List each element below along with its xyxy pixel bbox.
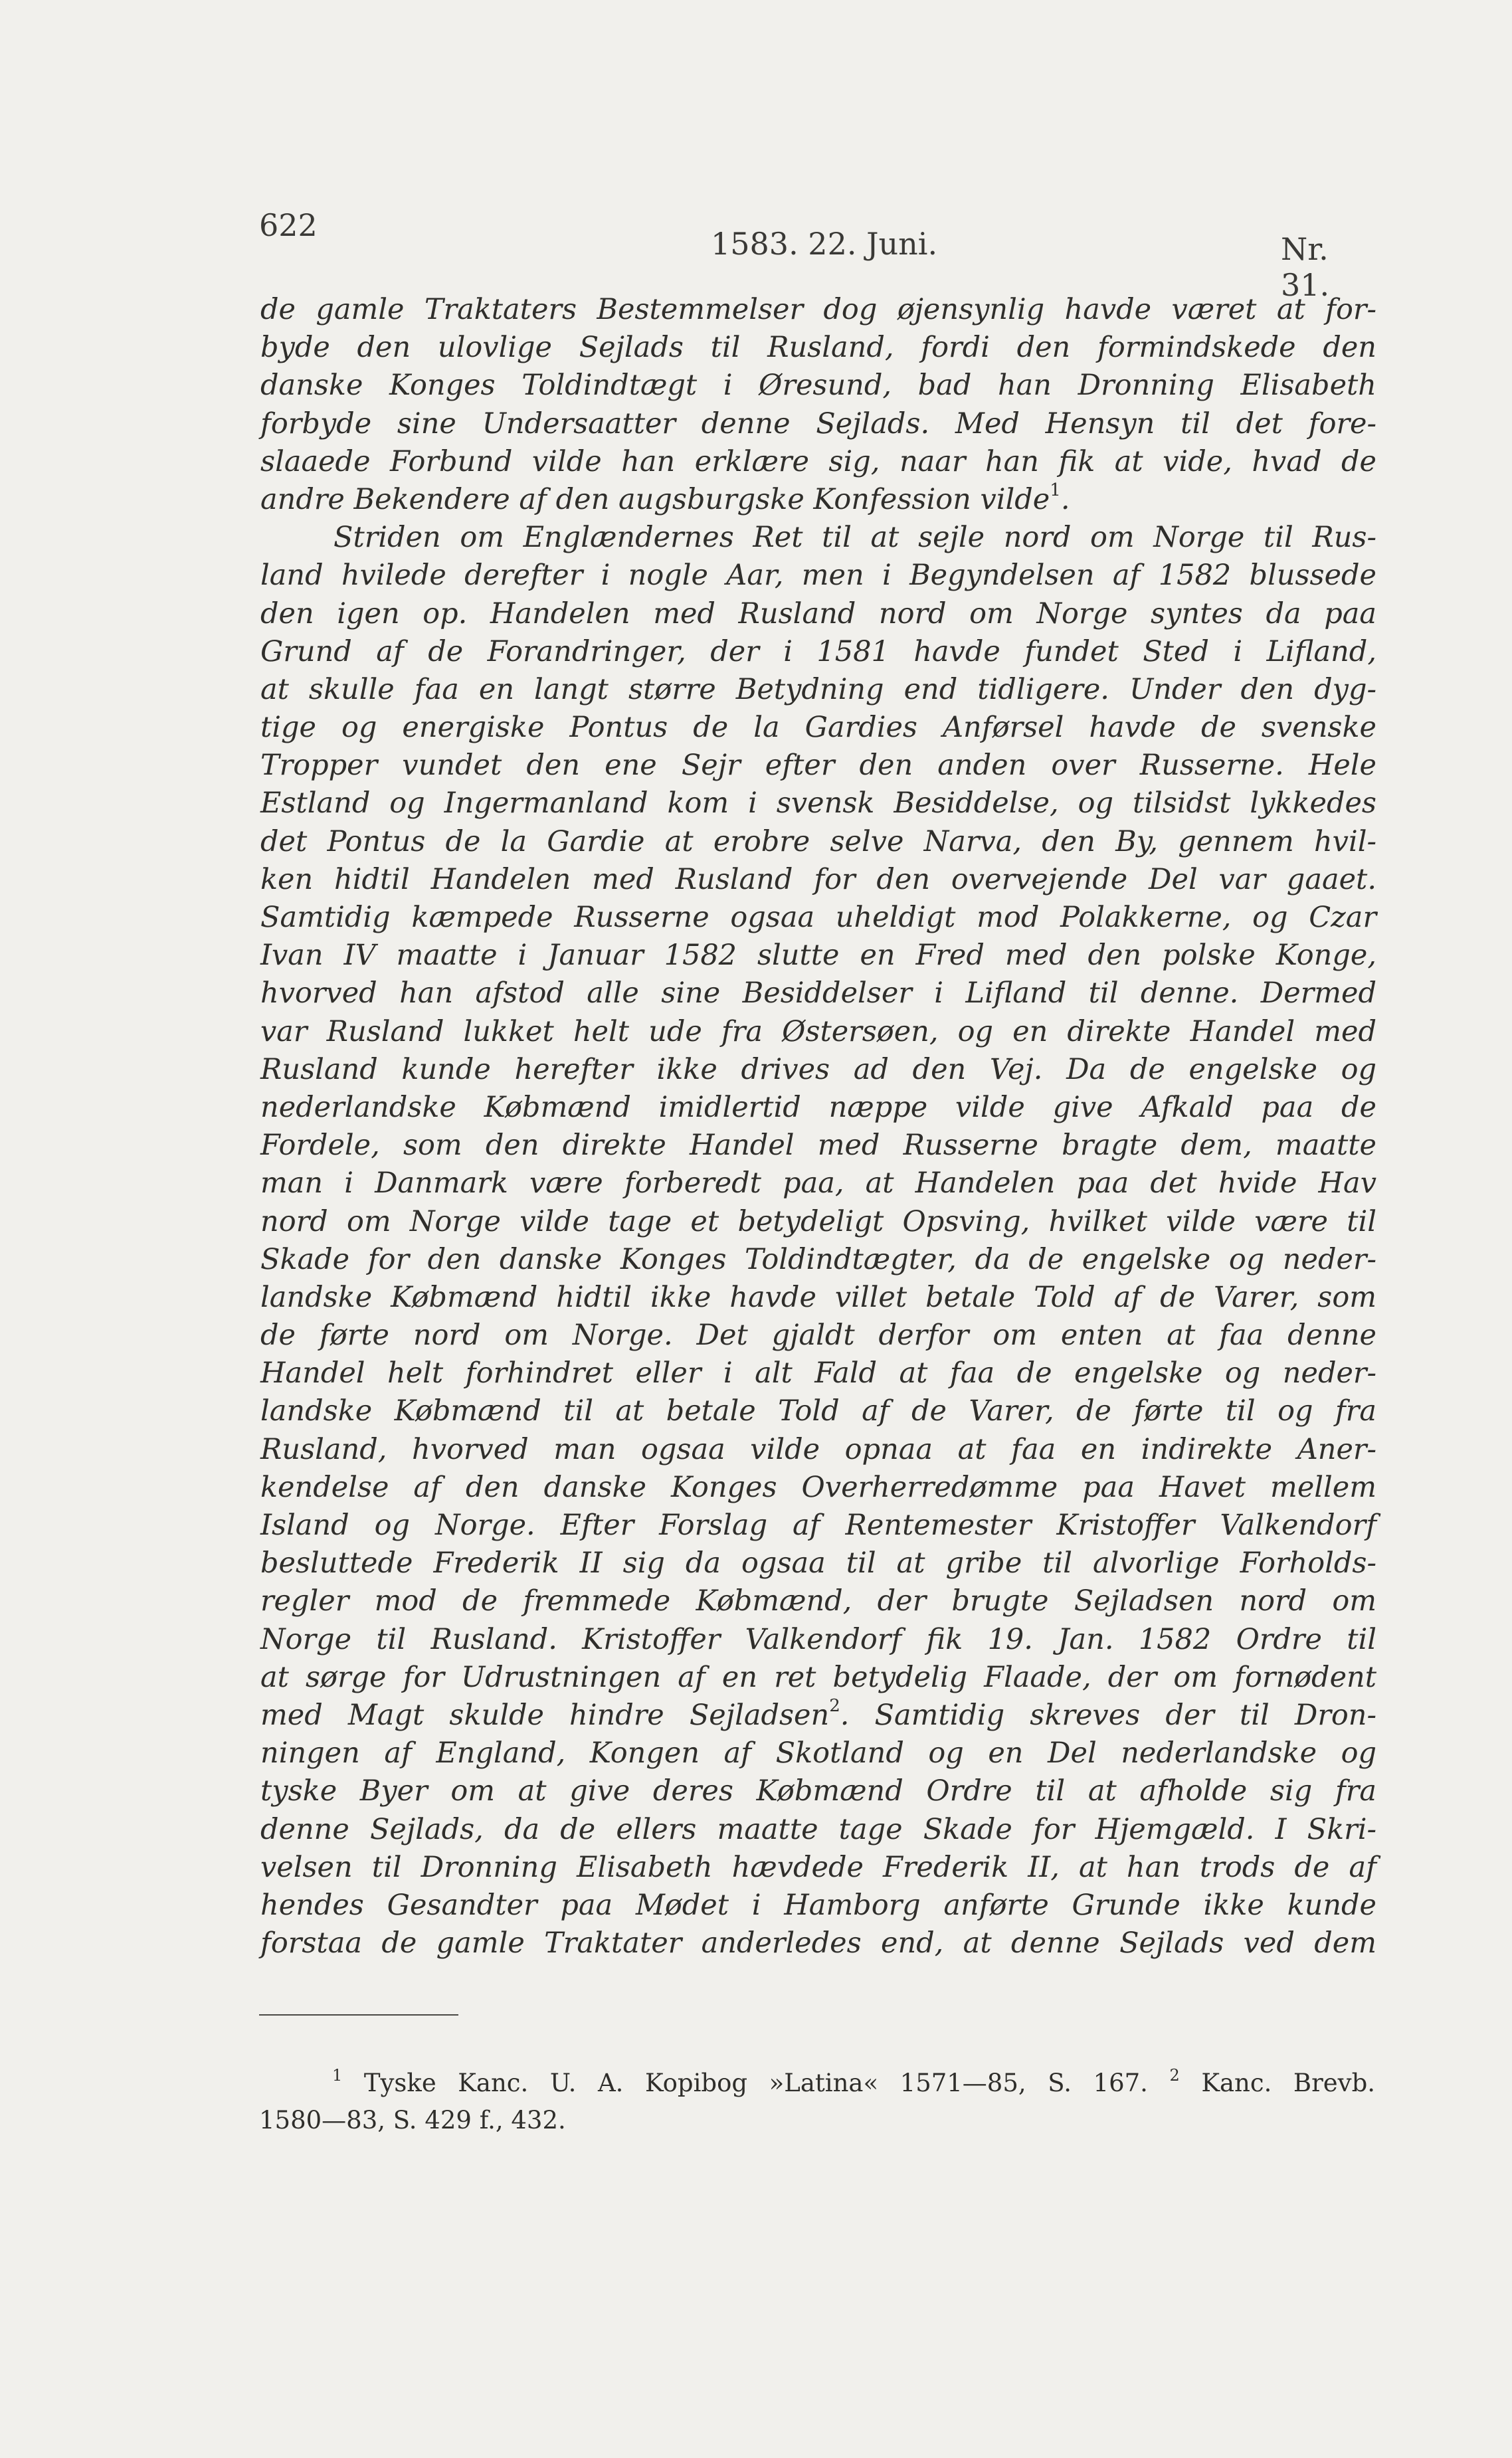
footnote-line: 1580—83, S. 429 f., 432.: [259, 2106, 566, 2134]
text-line: Fordele, som den direkte Handel med Russerne bragte dem, maatte: [260, 1129, 1376, 1163]
text-line: Rusland, hvorved man ogsaa vilde opnaa at faa en indirekte Aner-: [260, 1432, 1376, 1466]
text-line-segment: med Magt skulde hindre Sejladsen: [260, 1698, 830, 1732]
text-line: Rusland kunde herefter ikke drives ad den Vej. Da de engelske og: [260, 1052, 1376, 1086]
footnote-text: Tyske Kanc. U. A. Kopibog »Latina« 1571—85, S. 167.: [363, 2069, 1148, 2097]
document-number: Nr. 31.: [1281, 231, 1330, 303]
text-line: tyske Byer om at give deres Købmænd Ordre til at afholde sig fra: [260, 1774, 1376, 1808]
footnote-mark: 2: [1169, 2066, 1180, 2085]
body-text: [260, 291, 1376, 1962]
text-line: nederlandske Købmænd imidlertid næppe vilde give Afkald paa de: [260, 1090, 1376, 1124]
text-line: forstaa de gamle Traktater anderledes end, at denne Sejlads ved dem: [260, 1927, 1376, 1960]
text-line: man i Danmark være forberedt paa, at Handelen paa det hvide Hav: [260, 1167, 1376, 1200]
text-line: at sørge for Udrustningen af en ret betydelig Flaade, der om fornødent: [260, 1660, 1376, 1694]
text-line: de førte nord om Norge. Det gjaldt derfor om enten at faa denne: [260, 1319, 1376, 1353]
text-line: hvorved han afstod alle sine Besiddelser i Lifland til denne. Dermed: [260, 977, 1376, 1010]
text-line: Ivan IV maatte i Januar 1582 slutte en Fred med den polske Konge,: [260, 939, 1376, 973]
text-line-segment: andre Bekendere af den augsburgske Konfession vilde: [260, 482, 1050, 516]
text-line: Tropper vundet den ene Sejr efter den anden over Russerne. Hele: [260, 749, 1376, 783]
text-line: slaaede Forbund vilde han erklære sig, naar han fik at vide, hvad de: [260, 444, 1376, 478]
header-date: 1583. 22. Juni.: [711, 226, 938, 262]
text-line: ken hidtil Handelen med Rusland for den overvejende Del var gaaet.: [260, 862, 1376, 896]
footnote-text: Kanc. Brevb.: [1201, 2069, 1376, 2097]
text-line-segment: . Samtidig skreves der til Dron-: [840, 1698, 1376, 1732]
text-line: regler mod de fremmede Købmænd, der brugte Sejladsen nord om: [260, 1584, 1376, 1618]
text-line: at skulle faa en langt større Betydning end tidligere. Under den dyg-: [260, 672, 1376, 706]
text-line: det Pontus de la Gardie at erobre selve Narva, den By, gennem hvil-: [260, 824, 1376, 858]
text-line: var Rusland lukket helt ude fra Østersøen, og en direkte Handel med: [260, 1014, 1376, 1048]
footnote-line: [259, 2065, 1375, 2102]
text-line: danske Konges Toldindtægt i Øresund, bad han Dronning Elisabeth: [260, 369, 1376, 403]
text-line: byde den ulovlige Sejlads til Rusland, fordi den formindskede den: [260, 331, 1376, 365]
footnote-mark: 1: [332, 2066, 343, 2085]
text-line: ningen af England, Kongen af Skotland og en Del nederlandske og: [260, 1737, 1376, 1770]
text-line: denne Sejlads, da de ellers maatte tage Skade for Hjemgæld. I Skri-: [260, 1812, 1376, 1846]
text-line: Skade for den danske Konges Toldindtægter, da de engelske og neder-: [260, 1242, 1376, 1276]
text-line: Samtidig kæmpede Russerne ogsaa uheldigt mod Polakkerne, og Czar: [260, 901, 1376, 934]
text-line: landske Købmænd hidtil ikke havde villet betale Told af de Varer, som: [260, 1280, 1376, 1314]
text-line: Estland og Ingermanland kom i svensk Besiddelse, og tilsidst lykkedes: [260, 787, 1376, 820]
text-line: besluttede Frederik II sig da ogsaa til at gribe til alvorlige Forholds-: [260, 1547, 1376, 1580]
text-line: landske Købmænd til at betale Told af de Varer, de førte til og fra: [260, 1394, 1376, 1428]
text-line: forbyde sine Undersaatter denne Sejlads. Med Hensyn til det fore-: [260, 407, 1376, 440]
text-line: Grund af de Forandringer, der i 1581 havde fundet Sted i Lifland,: [260, 634, 1376, 668]
footnotes: [259, 2065, 1375, 2139]
footnote-ref: 1: [1050, 480, 1061, 500]
text-line: land hvilede derefter i nogle Aar, men i Begyndelsen af 1582 blussede: [260, 559, 1376, 593]
text-line: Handel helt forhindret eller i alt Fald at faa de engelske og neder-: [260, 1357, 1376, 1390]
footnote-ref: 2: [829, 1695, 840, 1716]
text-line: velsen til Dronning Elisabeth hævdede Frederik II, at han trods de af: [260, 1850, 1376, 1884]
text-line: kendelse af den danske Konges Overherredømme paa Havet mellem: [260, 1470, 1376, 1504]
text-line: Striden om Englændernes Ret til at sejle nord om Norge til Rus-: [333, 521, 1376, 555]
text-line: nord om Norge vilde tage et betydeligt Opsving, hvilket vilde være til: [260, 1204, 1376, 1238]
text-line: Island og Norge. Efter Forslag af Rentemester Kristoffer Valkendorf: [260, 1509, 1376, 1542]
text-line: Norge til Rusland. Kristoffer Valkendorf fik 19. Jan. 1582 Ordre til: [260, 1622, 1376, 1656]
text-line: den igen op. Handelen med Rusland nord om Norge syntes da paa: [260, 597, 1376, 630]
text-line: de gamle Traktaters Bestemmelser dog øjensynlig havde været at for-: [260, 293, 1376, 326]
running-head: [259, 207, 1375, 303]
text-line: tige og energiske Pontus de la Gardies Anførsel havde de svenske: [260, 711, 1376, 745]
text-line: hendes Gesandter paa Mødet i Hamborg anførte Grunde ikke kunde: [260, 1888, 1376, 1922]
footnote-separator: [259, 2014, 458, 2016]
page-number: 622: [259, 207, 318, 243]
text-line: andre Bekendere af den augsburgske Konfession vilde$^1$.: [260, 480, 1070, 516]
text-line: [260, 1697, 1376, 1735]
